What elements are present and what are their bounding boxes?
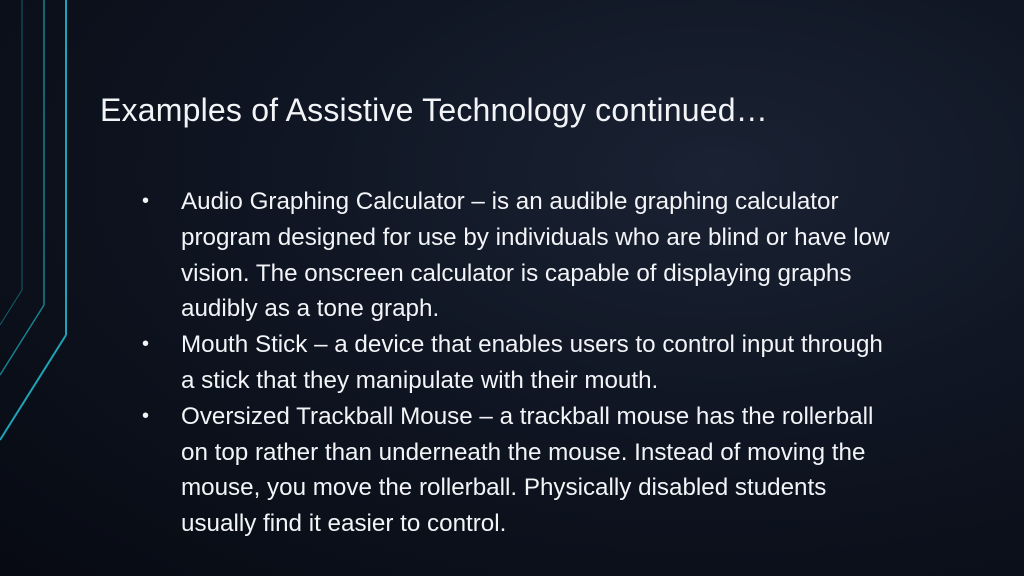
bullet-dot-icon: • xyxy=(142,404,150,427)
bullet-dot-icon: • xyxy=(142,190,150,212)
bullet-text: Mouth Stick – a device that enables users to control input through a stick that they manipulate with their mouth. xyxy=(181,331,883,394)
bullet-text: Audio Graphing Calculator – is an audible graphing calculator program designed for use by individuals who are blind or have low vision. The onscreen calculator is capable of displaying graphs audibly as a tone graph. xyxy=(181,188,890,323)
bullet-text: Oversized Trackball Mouse – a trackball mouse has the rollerball on top rather than underneath the mouse. Instead of moving the mouse, you move the rollerball. Physically disabled students usually find it easier to control. xyxy=(181,402,874,538)
bullet-item-oversized-trackball-mouse xyxy=(140,399,890,542)
bullet-item-audio-graphing-calculator xyxy=(140,184,890,327)
bullet-dot-icon: • xyxy=(142,333,150,356)
decorative-teal-lines xyxy=(0,0,80,576)
slide-title: Examples of Assistive Technology continued… xyxy=(100,92,768,128)
bullet-item-mouth-stick xyxy=(140,327,890,399)
accent-line-outer-diagonal xyxy=(0,335,66,440)
accent-line-edge-diagonal xyxy=(0,290,22,325)
bullet-list xyxy=(140,184,890,542)
accent-line-inner-diagonal xyxy=(0,305,44,375)
